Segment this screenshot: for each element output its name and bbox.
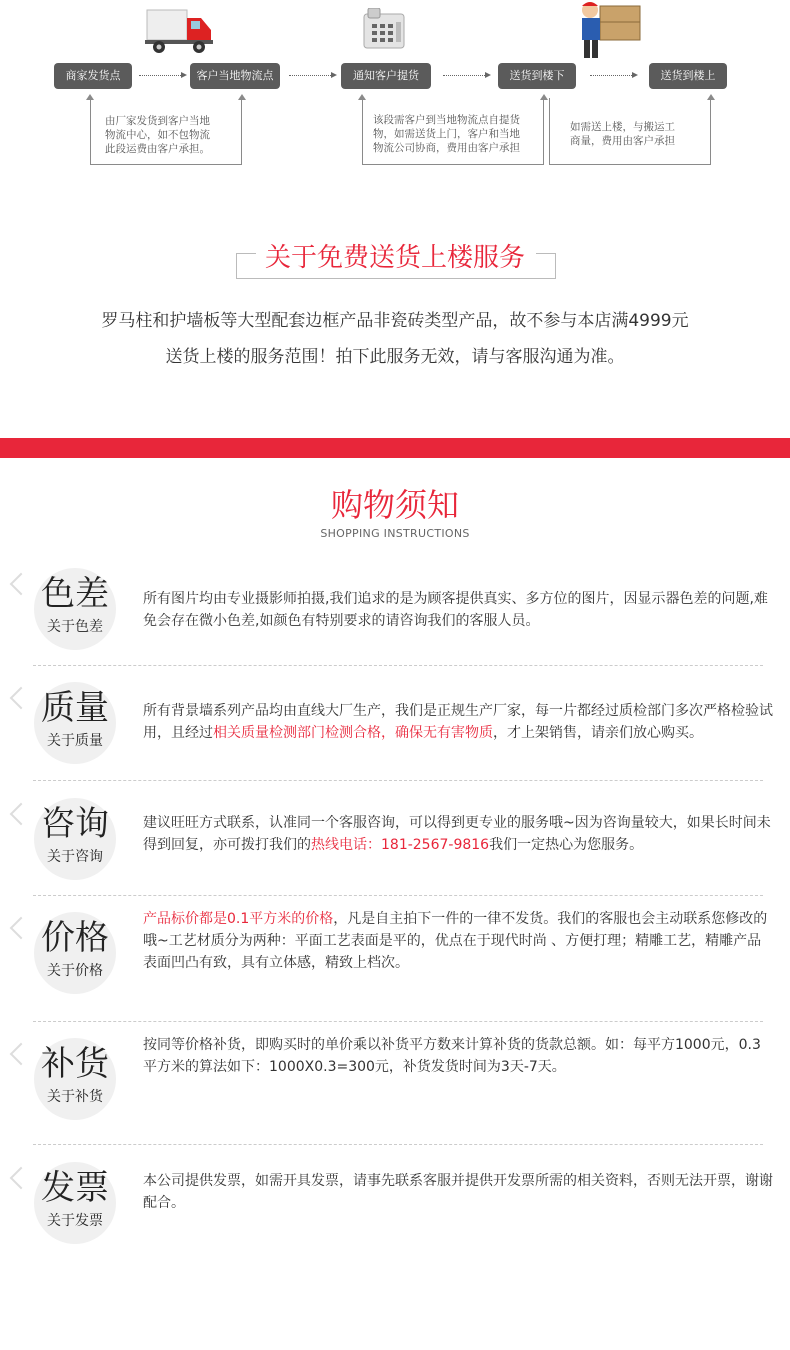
highlight-text: 产品标价都是0.1平方米的价格 [143,911,334,927]
body-text: ，凡是自主拍下一件的一律不发货。我们的客服也会主动联系您修改的哦~工艺材质分为两种：平面工艺表面是平的，优点在于现代时尚 、方便打理；精雕工艺，精雕产品表面凹凸有致，具有立体感，精致上档次。 [143,911,768,971]
delivery-flow [0,0,790,180]
section-divider-bar [0,438,790,458]
instruction-item [0,1034,790,1130]
instructions-subtitle: SHOPPING INSTRUCTIONS [320,527,470,540]
free-delivery-line-2: 送货上楼的服务范围！拍下此服务无效，请与客服沟通为准。 [165,347,625,367]
item-separator [33,895,763,896]
instruction-text [143,812,773,856]
item-separator [33,665,763,666]
badge-subtitle: 关于价格 [47,963,103,979]
flow-step-5: 送货到楼上 [649,63,727,89]
instruction-text [143,700,773,744]
flow-note-2: 该段需客户到当地物流点自提货 物，如需送货上门，客户和当地 物流公司协商，费用由客户承担 [373,114,520,154]
badge-title: 质量 [41,688,109,728]
delivery-man-icon [570,0,646,62]
flow-step-4: 送货到楼下 [498,63,576,89]
free-delivery-line-1: 罗马柱和护墙板等大型配套边框产品非瓷砖类型产品，故不参与本店满4999元 [101,311,689,331]
body-text: 建议旺旺方式联系，认准同一个客服咨询，可以得到更专业的服务哦~因为咨询量较大，如果长时间未得到回复，亦可拨打我们的 [143,815,771,853]
instruction-badge [20,564,120,654]
instruction-badge [20,1034,120,1124]
instruction-item [0,678,790,774]
phone-icon [362,8,406,50]
instruction-text [143,908,773,974]
badge-title: 发票 [41,1168,109,1208]
instruction-item [0,908,790,1004]
badge-subtitle: 关于补货 [47,1089,103,1105]
instruction-badge [20,1158,120,1248]
flow-arrow [289,75,331,76]
free-delivery-title: 关于免费送货上楼服务 [264,243,525,273]
body-text: 所有背景墙系列产品均由直线大厂生产，我们是正规生产厂家，每一片都经过质检部门多次严格检验试用，且经过 [143,703,773,741]
badge-subtitle: 关于质量 [47,733,103,749]
flow-note-3: 如需送上楼，与搬运工 商量，费用由客户承担 [570,121,675,147]
instruction-text [143,1170,773,1214]
badge-title: 咨询 [41,804,109,844]
instruction-item [0,564,790,660]
flow-step-1: 商家发货点 [54,63,132,89]
instruction-text [143,1034,773,1078]
item-separator [33,780,763,781]
body-text: 按同等价格补货，即购买时的单价乘以补货平方数来计算补货的货款总额。如：每平方1000元，0.3平方米的算法如下：1000X0.3=300元，补货发货时间为3天-7天。 [143,1037,761,1075]
badge-subtitle: 关于咨询 [47,849,103,865]
instructions-title: 购物须知 [330,486,459,524]
badge-title: 价格 [41,918,109,958]
highlight-text: 热线电话：181-2567-9816 [311,837,490,853]
flow-note-1: 由厂家发货到客户当地 物流中心，如不包物流 此段运费由客户承担。 [105,115,210,155]
flow-arrow [139,75,181,76]
instruction-text [143,588,773,632]
badge-subtitle: 关于色差 [47,619,103,635]
badge-title: 色差 [41,574,109,614]
flow-step-2: 客户当地物流点 [190,63,280,89]
item-separator [33,1021,763,1022]
body-text: 本公司提供发票，如需开具发票，请事先联系客服并提供开发票所需的相关资料，否则无法开票，谢谢配合。 [143,1173,773,1211]
instruction-badge [20,908,120,998]
body-text: 我们一定热心为您服务。 [489,837,644,853]
truck-icon [145,6,215,54]
body-text: 所有图片均由专业摄影师拍摄,我们追求的是为顾客提供真实、多方位的图片，因显示器色差的问题,难免会存在微小色差,如颜色有特别要求的请咨询我们的客服人员。 [143,591,768,629]
flow-step-3: 通知客户提货 [341,63,431,89]
instruction-badge [20,794,120,884]
item-separator [33,1144,763,1145]
flow-arrow [590,75,632,76]
flow-arrow [443,75,485,76]
instruction-item [0,794,790,890]
body-text: ，才上架销售，请亲们放心购买。 [493,725,703,741]
badge-title: 补货 [41,1044,109,1084]
instruction-item [0,1158,790,1254]
badge-subtitle: 关于发票 [47,1213,103,1229]
highlight-text: 相关质量检测部门检测合格，确保无有害物质 [213,725,493,741]
instruction-badge [20,678,120,768]
